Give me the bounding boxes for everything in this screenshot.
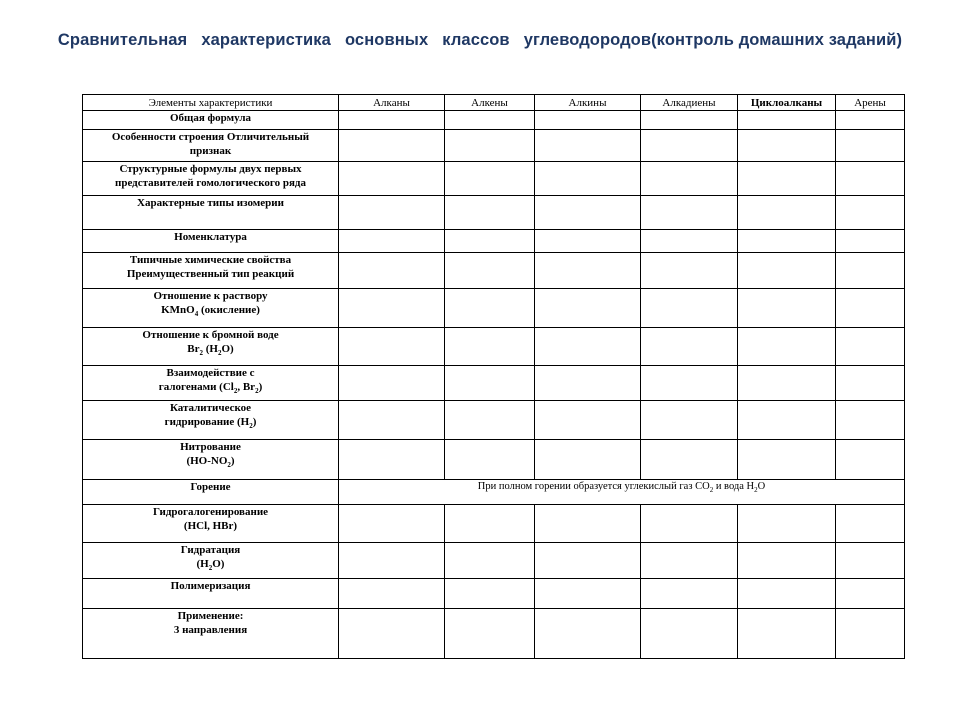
table-row — [83, 440, 905, 480]
empty-answer-cell[interactable] — [836, 253, 905, 289]
empty-answer-cell[interactable] — [738, 366, 836, 401]
empty-answer-cell[interactable] — [339, 289, 445, 328]
empty-answer-cell[interactable] — [641, 440, 738, 480]
empty-answer-cell[interactable] — [535, 366, 641, 401]
row-label: Применение: 3 направления — [83, 609, 339, 659]
empty-answer-cell[interactable] — [836, 130, 905, 162]
empty-answer-cell[interactable] — [339, 543, 445, 579]
label-text: Гидратация (H — [180, 544, 241, 570]
empty-answer-cell[interactable] — [535, 543, 641, 579]
empty-answer-cell[interactable] — [836, 505, 905, 543]
table-row — [83, 609, 905, 659]
empty-answer-cell[interactable] — [445, 505, 535, 543]
row-label: Полимеризация — [83, 579, 339, 609]
table-row — [83, 328, 905, 366]
empty-answer-cell[interactable] — [535, 609, 641, 659]
header-cell: Алкены — [445, 95, 535, 111]
header-cell: Алканы — [339, 95, 445, 111]
comparison-table — [82, 94, 905, 659]
row-label: Характерные типы изомерии — [83, 196, 339, 230]
empty-answer-cell[interactable] — [445, 579, 535, 609]
table-row — [83, 130, 905, 162]
empty-answer-cell[interactable] — [641, 196, 738, 230]
empty-answer-cell[interactable] — [641, 328, 738, 366]
subscript: 2 — [208, 564, 213, 573]
empty-answer-cell[interactable] — [339, 401, 445, 440]
label-text: , Br — [237, 381, 256, 393]
row-label: Номенклатура — [83, 230, 339, 253]
empty-answer-cell[interactable] — [738, 543, 836, 579]
empty-answer-cell[interactable] — [738, 196, 836, 230]
table-row — [83, 579, 905, 609]
empty-answer-cell[interactable] — [535, 401, 641, 440]
table-row — [83, 366, 905, 401]
table-row — [83, 111, 905, 130]
empty-answer-cell[interactable] — [445, 366, 535, 401]
row-label — [83, 366, 339, 401]
empty-answer-cell[interactable] — [836, 289, 905, 328]
empty-answer-cell[interactable] — [445, 328, 535, 366]
empty-answer-cell[interactable] — [445, 253, 535, 289]
label-text: ) — [258, 381, 263, 393]
empty-answer-cell[interactable] — [535, 440, 641, 480]
empty-answer-cell[interactable] — [641, 366, 738, 401]
empty-answer-cell[interactable] — [339, 162, 445, 196]
empty-answer-cell[interactable] — [641, 111, 738, 130]
empty-answer-cell[interactable] — [738, 162, 836, 196]
empty-answer-cell[interactable] — [641, 253, 738, 289]
row-label — [83, 328, 339, 366]
table-row — [83, 230, 905, 253]
empty-answer-cell[interactable] — [535, 230, 641, 253]
empty-answer-cell[interactable] — [445, 289, 535, 328]
empty-answer-cell[interactable] — [836, 328, 905, 366]
empty-answer-cell[interactable] — [445, 401, 535, 440]
empty-answer-cell[interactable] — [535, 328, 641, 366]
slide-title: Сравнительная характеристика основных классов углеводородов(контроль домашних заданий) — [57, 31, 903, 49]
empty-answer-cell[interactable] — [641, 543, 738, 579]
table-row — [83, 253, 905, 289]
row-label — [83, 401, 339, 440]
empty-answer-cell[interactable] — [535, 253, 641, 289]
subscript: 2 — [709, 486, 714, 495]
subscript: 2 — [227, 461, 231, 470]
empty-answer-cell[interactable] — [836, 162, 905, 196]
empty-answer-cell[interactable] — [445, 111, 535, 130]
note-text: и вода H — [713, 481, 755, 492]
table-row — [83, 401, 905, 440]
table-row — [83, 505, 905, 543]
empty-answer-cell[interactable] — [836, 401, 905, 440]
empty-answer-cell[interactable] — [445, 130, 535, 162]
empty-answer-cell[interactable] — [339, 609, 445, 659]
empty-answer-cell[interactable] — [641, 230, 738, 253]
empty-answer-cell[interactable] — [836, 579, 905, 609]
empty-answer-cell[interactable] — [445, 440, 535, 480]
subscript: 2 — [754, 486, 758, 495]
empty-answer-cell[interactable] — [535, 162, 641, 196]
header-cell: Алкадиены — [641, 95, 738, 111]
row-label — [83, 543, 339, 579]
label-text: ) — [230, 455, 235, 467]
empty-answer-cell[interactable] — [445, 230, 535, 253]
empty-answer-cell[interactable] — [836, 543, 905, 579]
empty-answer-cell[interactable] — [339, 196, 445, 230]
empty-answer-cell[interactable] — [339, 579, 445, 609]
subscript: 4 — [194, 310, 199, 319]
table-row — [83, 543, 905, 579]
empty-answer-cell[interactable] — [535, 289, 641, 328]
empty-answer-cell[interactable] — [738, 505, 836, 543]
table-row — [83, 162, 905, 196]
label-text: ) — [252, 416, 257, 428]
label-text: O) — [212, 558, 225, 570]
empty-answer-cell[interactable] — [641, 130, 738, 162]
label-text: Нитрование (HO-NO — [180, 441, 241, 467]
empty-answer-cell[interactable] — [641, 609, 738, 659]
empty-answer-cell[interactable] — [339, 230, 445, 253]
empty-answer-cell[interactable] — [641, 289, 738, 328]
row-label: Гидрогалогенирование (HCl, HBr) — [83, 505, 339, 543]
label-text: Отношение к бромной воде Br — [142, 329, 279, 355]
label-text: Взаимодействие с галогенами (Cl — [158, 367, 255, 393]
empty-answer-cell[interactable] — [445, 196, 535, 230]
empty-answer-cell[interactable] — [535, 111, 641, 130]
empty-answer-cell[interactable] — [535, 130, 641, 162]
empty-answer-cell[interactable] — [339, 253, 445, 289]
empty-answer-cell[interactable] — [836, 609, 905, 659]
empty-answer-cell[interactable] — [535, 579, 641, 609]
label-text: Отношение к раствору KMnO — [153, 290, 268, 316]
empty-answer-cell[interactable] — [445, 609, 535, 659]
empty-answer-cell[interactable] — [641, 162, 738, 196]
empty-answer-cell[interactable] — [339, 111, 445, 130]
empty-answer-cell[interactable] — [445, 162, 535, 196]
row-label: Особенности строения Отличительный признак — [83, 130, 339, 162]
empty-answer-cell[interactable] — [738, 440, 836, 480]
empty-answer-cell[interactable] — [738, 609, 836, 659]
empty-answer-cell[interactable] — [339, 366, 445, 401]
empty-answer-cell[interactable] — [836, 440, 905, 480]
subscript: 2 — [217, 349, 222, 358]
header-cell: Арены — [836, 95, 905, 111]
table-row — [83, 480, 905, 505]
table-row — [83, 289, 905, 328]
row-label: Общая формула — [83, 111, 339, 130]
empty-answer-cell[interactable] — [641, 401, 738, 440]
empty-answer-cell[interactable] — [738, 401, 836, 440]
table-header-row — [83, 95, 905, 111]
empty-answer-cell[interactable] — [836, 366, 905, 401]
table-row — [83, 196, 905, 230]
empty-answer-cell[interactable] — [836, 196, 905, 230]
label-text: (окисление) — [198, 304, 260, 316]
empty-answer-cell[interactable] — [641, 579, 738, 609]
header-cell: Элементы характеристики — [83, 95, 339, 111]
empty-answer-cell[interactable] — [836, 230, 905, 253]
subscript: 2 — [199, 349, 203, 358]
empty-answer-cell[interactable] — [535, 196, 641, 230]
label-text: O) — [221, 343, 234, 355]
subscript: 2 — [255, 387, 259, 396]
note-text: O — [757, 481, 766, 492]
subscript: 2 — [249, 422, 253, 431]
row-label: Типичные химические свойства Преимущественный тип реакций — [83, 253, 339, 289]
combustion-note — [339, 480, 905, 505]
label-text: (H — [203, 343, 218, 355]
empty-answer-cell[interactable] — [339, 328, 445, 366]
row-label: Горение — [83, 480, 339, 505]
empty-answer-cell[interactable] — [339, 130, 445, 162]
row-label — [83, 289, 339, 328]
empty-answer-cell[interactable] — [738, 253, 836, 289]
empty-answer-cell[interactable] — [738, 328, 836, 366]
header-cell: Циклоалканы — [738, 95, 836, 111]
empty-answer-cell[interactable] — [535, 505, 641, 543]
row-label: Структурные формулы двух первых представителей гомологического ряда — [83, 162, 339, 196]
empty-answer-cell[interactable] — [445, 543, 535, 579]
label-text: Каталитическое гидрирование (H — [164, 402, 252, 428]
empty-answer-cell[interactable] — [738, 130, 836, 162]
empty-answer-cell[interactable] — [738, 579, 836, 609]
empty-answer-cell[interactable] — [836, 111, 905, 130]
empty-answer-cell[interactable] — [738, 230, 836, 253]
empty-answer-cell[interactable] — [641, 505, 738, 543]
row-label — [83, 440, 339, 480]
empty-answer-cell[interactable] — [339, 440, 445, 480]
subscript: 2 — [233, 387, 238, 396]
empty-answer-cell[interactable] — [339, 505, 445, 543]
empty-answer-cell[interactable] — [738, 111, 836, 130]
header-cell: Алкины — [535, 95, 641, 111]
note-text: При полном горении образуется углекислый газ СО — [477, 481, 710, 492]
empty-answer-cell[interactable] — [738, 289, 836, 328]
